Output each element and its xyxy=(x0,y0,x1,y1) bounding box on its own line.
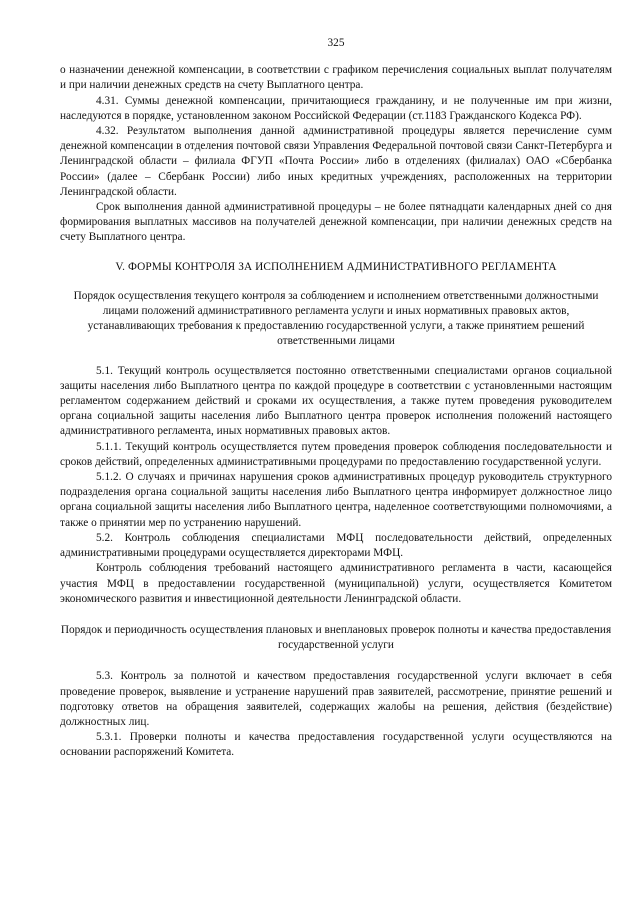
paragraph-5-1-1: 5.1.1. Текущий контроль осуществляется путем проведения проверок соблюдения последовательности и сроков действий, определенных административными процедурами по предоставлению государственной услуги. xyxy=(60,440,612,468)
paragraph-procedure-deadline: Срок выполнения данной административной процедуры – не более пятнадцати календарных дней со дня формирования выплатных массивов на получателей денежной компенсации, при наличии денежных средств на счету Выплатного центра. xyxy=(60,201,612,244)
paragraph-4-32: 4.32. Результатом выполнения данной административной процедуры является перечисление сумм денежной компенсации в отделения почтовой связи Управления Федеральной почтовой связи Санкт-Петербурга и Ленинградской области – филиала ФГУП «Почта России» либо в отделениях (филиалах) ОАО «Сбербанка России» (далее – Сбербанк России) либо иных кредитных учреждениях, расположенных на территории Ленинградской области. xyxy=(60,125,612,198)
subheading-inspections: Порядок и периодичность осуществления плановых и внеплановых проверок полноты и качества предоставления государственной услуги xyxy=(60,623,612,652)
page-number: 325 xyxy=(327,37,345,49)
subheading-current-control: Порядок осуществления текущего контроля за соблюдением и исполнением ответственными должностными лицами положений административного регламента услуги и иных нормативных правовых актов, устанавливающих требования к предоставлению государственной услуги, а также принятием решений ответственными лицами xyxy=(73,289,599,348)
paragraph-4-31: 4.31. Суммы денежной компенсации, причитающиеся гражданину, и не полученные им при жизни, наследуются в порядке, установленном законом Российской Федерации (ст.1183 Гражданского Кодекса РФ). xyxy=(60,94,612,122)
paragraph-5-1: 5.1. Текущий контроль осуществляется постоянно ответственными специалистами органов социальной защиты населения либо Выплатного центра по каждой процедуре в соответствии с установленными настоящим регламентом содержанием действий и сроками их осуществления, а также путем проведения руководителем органа социальной защиты населения либо Выплатного центра проверок исполнения положений настоящего административного регламента, иных нормативных правовых актов. xyxy=(60,364,612,438)
paragraph-compensation-schedule: о назначении денежной компенсации, в соответствии с графиком перечисления социальных выплат получателям и при наличии денежных средств на счету Выплатного центра. xyxy=(60,64,612,92)
paragraph-5-1-2: 5.1.2. О случаях и причинах нарушения сроков административных процедур руководитель структурного подразделения органа социальной защиты населения либо Выплатного центра информирует должностное лицо органа социальной защиты населения либо Выплатного центра, наделенное соответствующими полномочиями, а также о принятии мер по устранению нарушений. xyxy=(60,471,612,529)
paragraph-5-2: 5.2. Контроль соблюдения специалистами МФЦ последовательности действий, определенных административными процедурами осуществляется директорами МФЦ. xyxy=(60,531,612,560)
document-page xyxy=(60,36,612,761)
paragraph-mfc-control: Контроль соблюдения требований настоящего административного регламента в части, касающейся участия МФЦ в предоставлении государственной (муниципальной) услуги, осуществляется Комитетом экономического развития и инвестиционной деятельности Ленинградской области. xyxy=(60,562,612,605)
paragraph-5-3-1: 5.3.1. Проверки полноты и качества предоставления государственной услуги осуществляются на основании распоряжений Комитета. xyxy=(60,731,612,759)
section-title-v: V. ФОРМЫ КОНТРОЛЯ ЗА ИСПОЛНЕНИЕМ АДМИНИСТРАТИВНОГО РЕГЛАМЕНТА xyxy=(115,260,557,273)
paragraph-5-3: 5.3. Контроль за полнотой и качеством предоставления государственной услуги включает в себя проведение проверок, выявление и устранение нарушений прав заявителей, рассмотрение, принятие решений и подготовку ответов на обращения заявителей, содержащих жалобы на решения, действия (бездействие) должностных лиц. xyxy=(60,670,612,728)
